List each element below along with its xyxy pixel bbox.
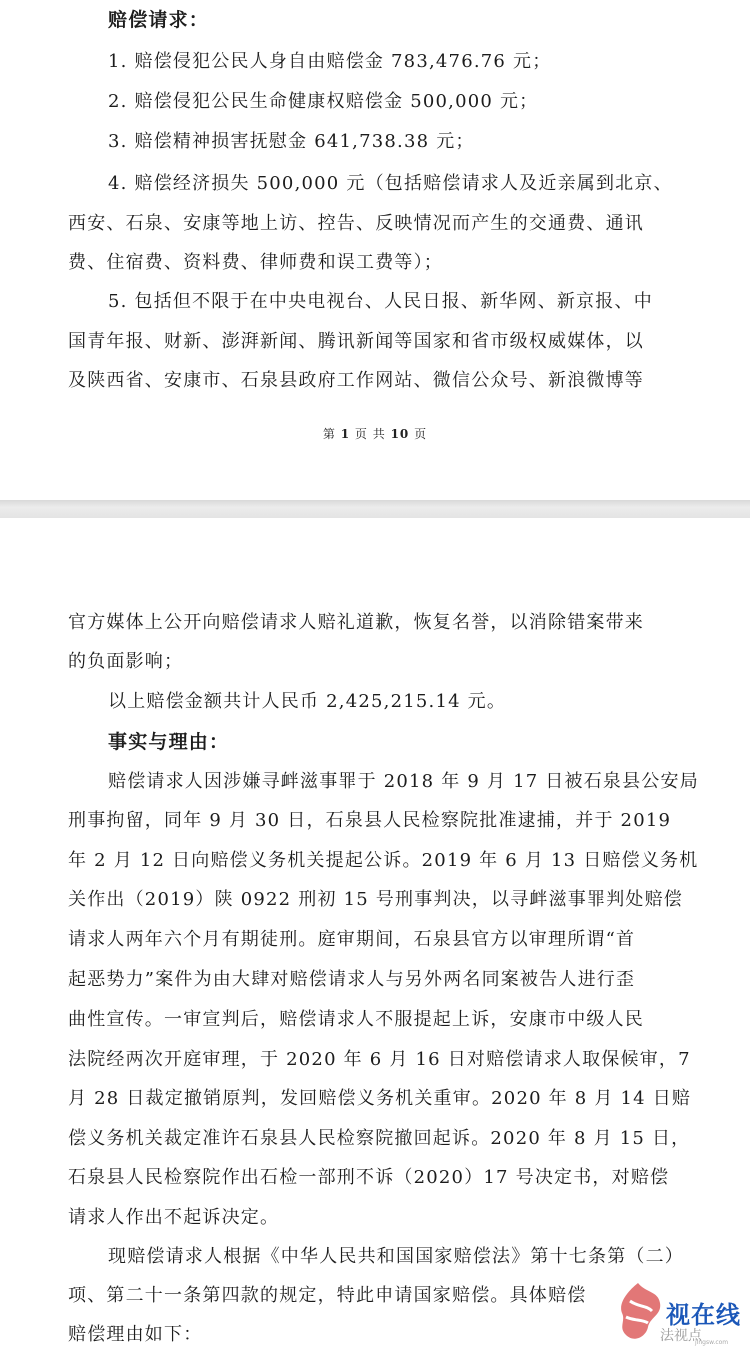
claim-line: 西安、石泉、安康等地上访、控告、反映情况而产生的交通费、通讯	[68, 213, 644, 234]
body-line: 关作出（2019）陕 0922 刑初 15 号刑事判决，以寻衅滋事罪判处赔偿	[68, 889, 684, 910]
flower-logo-icon	[608, 1277, 668, 1347]
body-line: 请求人作出不起诉决定。	[68, 1207, 280, 1228]
document-page-2	[0, 518, 750, 1349]
body-line: 请求人两年六个月有期徒刑。庭审期间，石泉县官方以审理所谓“首	[68, 929, 636, 950]
section-heading-facts: 事实与理由：	[108, 731, 230, 753]
body-line: 现赔偿请求人根据《中华人民共和国国家赔偿法》第十七条第（二）	[108, 1246, 684, 1267]
body-line: 的负面影响；	[68, 651, 184, 672]
section-heading-claims: 赔偿请求：	[108, 9, 210, 31]
footer-suffix: 页	[414, 427, 428, 441]
watermark-brand: 视在线	[666, 1301, 741, 1329]
body-line: 刑事拘留，同年 9 月 30 日，石泉县人民检察院批准逮捕，并于 2019	[68, 810, 672, 831]
claim-line: 2. 赔偿侵犯公民生命健康权赔偿金 500,000 元；	[108, 91, 539, 112]
claim-line: 5. 包括但不限于在中央电视台、人民日报、新华网、新京报、中	[108, 291, 653, 312]
body-line: 月 28 日裁定撤销原判，发回赔偿义务机关重审。2020 年 8 月 14 日赔	[68, 1088, 692, 1109]
body-line: 偿义务机关裁定准许石泉县人民检察院撤回起诉。2020 年 8 月 15 日，	[68, 1128, 691, 1149]
body-line: 项、第二十一条第四款的规定，特此申请国家赔偿。具体赔偿	[68, 1285, 587, 1306]
claim-line: 及陕西省、安康市、石泉县政府工作网站、微信公众号、新浪微博等	[68, 370, 644, 391]
total-amount-line: 以上赔偿金额共计人民币 2,425,215.14 元。	[108, 691, 507, 712]
claim-line: 3. 赔偿精神损害抚慰金 641,738.38 元；	[108, 131, 475, 152]
footer-middle: 页 共	[354, 427, 386, 441]
claim-line: 费、住宿费、资料费、律师费和误工费等）；	[68, 252, 443, 273]
body-line: 曲性宣传。一审宣判后，赔偿请求人不服提起上诉，安康市中级人民	[68, 1009, 644, 1030]
footer-page-number: 1	[340, 427, 351, 441]
body-line: 赔偿理由如下：	[68, 1324, 203, 1345]
body-line: 起恶势力”案件为由大肆对赔偿请求人与另外两名同案被告人进行歪	[68, 969, 636, 990]
body-line: 法院经两次开庭审理，于 2020 年 6 月 16 日对赔偿请求人取保候审，7	[68, 1049, 691, 1070]
claim-line: 4. 赔偿经济损失 500,000 元（包括赔偿请求人及近亲属到北京、	[108, 173, 673, 194]
watermark-sub: 法视点	[660, 1328, 702, 1344]
body-line: 年 2 月 12 日向赔偿义务机关提起公诉。2019 年 6 月 13 日赔偿义务机	[68, 850, 699, 871]
page-footer	[0, 425, 750, 442]
document-page-1	[0, 0, 750, 500]
claim-line: 1. 赔偿侵犯公民人身自由赔偿金 783,476.76 元；	[108, 51, 552, 72]
footer-total-pages: 10	[390, 427, 410, 441]
claim-line: 国青年报、财新、澎湃新闻、腾讯新闻等国家和省市级权威媒体，以	[68, 331, 644, 352]
body-line: 赔偿请求人因涉嫌寻衅滋事罪于 2018 年 9 月 17 日被石泉县公安局	[108, 771, 699, 792]
site-watermark	[600, 1259, 750, 1349]
footer-prefix: 第	[322, 427, 336, 441]
watermark-url: jingsw.com	[695, 1339, 729, 1346]
body-line: 石泉县人民检察院作出石检一部刑不诉（2020）17 号决定书，对赔偿	[68, 1167, 670, 1188]
body-line: 官方媒体上公开向赔偿请求人赔礼道歉，恢复名誉，以消除错案带来	[68, 612, 644, 633]
page-separator	[0, 500, 750, 518]
